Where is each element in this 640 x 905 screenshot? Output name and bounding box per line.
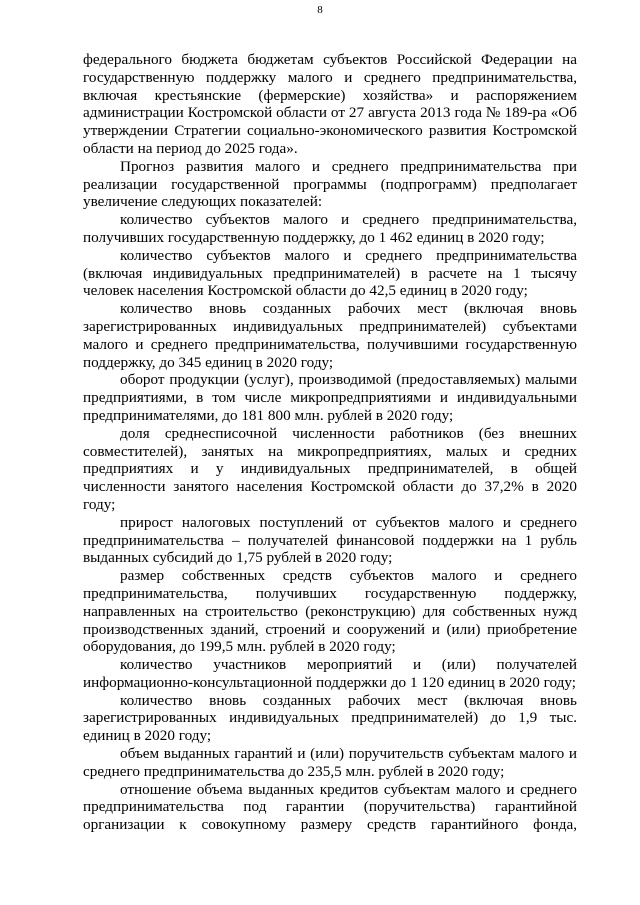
list-item-tax-growth: прирост налоговых поступлений от субъектов малого и среднего предпринимательства – получателей финансовой поддержки на 1 рубль выданных субсидий до 1,75 рублей в 2020 году; — [83, 513, 577, 567]
list-item-new-jobs-total: количество вновь созданных рабочих мест (включая вновь зарегистрированных индивидуальных предпринимателей) до 1,9 тыс. единиц в 2020 году; — [83, 691, 577, 745]
list-item-supported-entities: количество субъектов малого и среднего предпринимательства, получивших государственную поддержку, до 1 462 единиц в 2020 году; — [83, 211, 577, 246]
paragraph-strategy-reference: федерального бюджета бюджетам субъектов Российской Федерации на государственную поддержку малого и среднего предпринимательства, включая крестьянские (фермерские) хозяйства» и распоряжением администрации Костромской области от 27 августа 2013 года № 189-ра «Об утверждении Стратегии социально-экономического развития Костромской области на период до 2025 года». — [83, 51, 577, 157]
list-item-credit-ratio: отношение объема выданных кредитов субъектам малого и среднего предпринимательства под гарантии (поручительства) гарантийной организации к совокупному размеру средств гарантийного фонда, — [83, 780, 577, 834]
list-item-consulting-participants: количество участников мероприятий и (или) получателей информационно-консультационной поддержки до 1 120 единиц в 2020 году; — [83, 656, 577, 691]
list-item-guarantees-volume: объем выданных гарантий и (или) поручительств субъектам малого и среднего предпринимательства до 235,5 млн. рублей в 2020 году; — [83, 745, 577, 780]
list-item-employment-share: доля среднесписочной численности работников (без внешних совместителей), занятых на микропредприятиях, малых и средних предприятиях и у индивидуальных предпринимателей, в общей численности занятого населения Костромской области до 37,2% в 2020 году; — [83, 424, 577, 513]
list-item-own-funds: размер собственных средств субъектов малого и среднего предпринимательства, получивших государственную поддержку, направленных на строительство (реконструкцию) для собственных нужд производственных зданий, строений и сооружений и (или) приобретение оборудования, до 199,5 млн. рублей в 2020 году; — [83, 567, 577, 656]
paragraph-forecast-intro: Прогноз развития малого и среднего предпринимательства при реализации государственной программы (подпрограмм) предполагает увеличение следующих показателей: — [83, 157, 577, 211]
list-item-entities-per-thousand: количество субъектов малого и среднего предпринимательства (включая индивидуальных предпринимателей) в расчете на 1 тысячу человек населения Костромской области до 42,5 единиц в 2020 году; — [83, 246, 577, 300]
document-body — [83, 51, 577, 834]
page-number: 8 — [317, 4, 323, 16]
list-item-turnover: оборот продукции (услуг), производимой (предоставляемых) малыми предприятиями, в том числе микропредприятиями и индивидуальными предпринимателями, до 181 800 млн. рублей в 2020 году; — [83, 371, 577, 424]
list-item-new-jobs-supported: количество вновь созданных рабочих мест (включая вновь зарегистрированных индивидуальных предпринимателей) субъектами малого и среднего предпринимательства, получившими государственную поддержку, до 345 единиц в 2020 году; — [83, 300, 577, 371]
